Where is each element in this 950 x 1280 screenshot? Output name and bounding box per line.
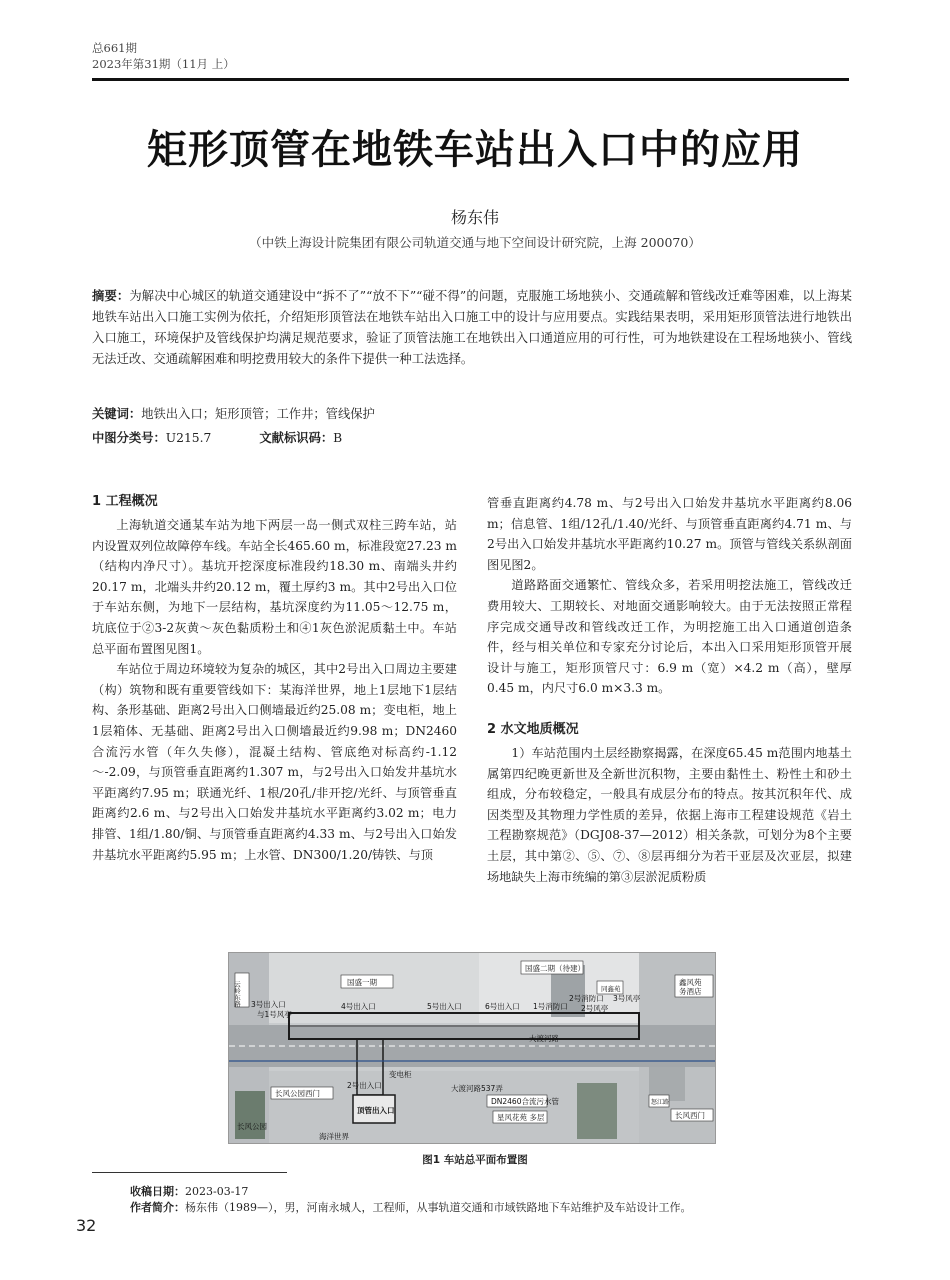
figure-label: 5号出入口 — [427, 1002, 462, 1011]
figure-label: DN2460合流污水管 — [491, 1097, 559, 1106]
figure-label: 1号消防口 — [533, 1002, 568, 1011]
figure-label: 云岭东路 — [233, 981, 241, 1007]
site-plan-figure — [228, 952, 716, 1144]
figure-label: 变电柜 — [389, 1070, 412, 1079]
abstract — [92, 286, 852, 370]
figure-label: 鑫风苑 — [679, 978, 702, 987]
bio-label: 作者简介： — [130, 1201, 185, 1214]
author-name: 杨东伟 — [450, 208, 499, 227]
author-bio: 杨东伟（1989—），男，河南永城人，工程师，从事轨道交通和市域铁路地下车站维护及车站设计工作。 — [185, 1201, 692, 1214]
figure-label: 大渡河路537弄 — [451, 1084, 503, 1093]
clc-value: U215.7 — [165, 431, 212, 445]
figure-label: 6号出入口 — [485, 1002, 520, 1011]
figure-label: 与1号风亭 — [257, 1010, 292, 1019]
classification — [92, 428, 852, 446]
author-affiliation: （中铁上海设计院集团有限公司轨道交通与地下空间设计研究院，上海 200070） — [249, 235, 701, 250]
paragraph: 道路路面交通繁忙、管线众多，若采用明挖法施工，管线改迁费用较大、工期较长、对地面交通影响较大。由于无法按照正常程序完成交通导改和管线改迁工作，为明挖施工出入口通道创造条件，经与相关单位和专家充分讨论后，本出入口采用矩形顶管开展设计与施工，矩形顶管尺寸：6.9 m（宽）×4.2 m（高），壁厚0.45 m，内尺寸6.0 m×3.3 m。 — [487, 578, 852, 696]
site-plan-image — [229, 953, 715, 1143]
figure-caption: 图1 车站总平面布置图 — [422, 1154, 528, 1166]
figure-label: 长风公园西门 — [275, 1089, 320, 1098]
journal-header — [92, 40, 235, 72]
keywords — [92, 404, 852, 422]
figure-label: 海洋世界 — [319, 1132, 349, 1141]
keywords-text: 地铁出入口；矩形顶管；工作井；管线保护 — [141, 407, 375, 421]
figure-label: 4号出入口 — [341, 1002, 376, 1011]
figure-label: 长风公园 — [237, 1122, 267, 1131]
body-column-left — [92, 493, 457, 865]
footnote — [130, 1184, 692, 1216]
figure-label: 2号消防口 — [569, 994, 604, 1003]
abstract-label: 摘要： — [92, 289, 130, 303]
figure-label: 大渡河路 — [529, 1034, 559, 1043]
paper-title: 矩形顶管在地铁车站出入口中的应用 — [147, 127, 803, 173]
paragraph: 上海轨道交通某车站为地下两层一岛一侧式双柱三跨车站，站内设置双列位故障停车线。车站全长465.60 m，标准段宽27.23 m（结构内净尺寸）。基坑开挖深度标准段约18.30 m、南端头井约20.17 m，北端头井约20.12 m，覆土厚约3 m。其中2号出入口位于车站东侧，为地下一层结构，基坑深度约为11.05～12.75 m，坑底位于②3-2灰黄～灰色黏质粉土和④1灰色淤泥质黏土中。车站总平面布置图见图1。 — [92, 518, 457, 656]
figure-label: 国盛一期 — [347, 978, 377, 987]
header-rule — [92, 78, 849, 81]
figure-label: 务酒店 — [679, 987, 702, 996]
figure-label: 3号风亭 — [613, 994, 641, 1003]
figure-label: 3号出入口 — [251, 1000, 286, 1009]
doc-code-label: 文献标识码： — [259, 431, 334, 445]
clc-label: 中图分类号： — [92, 431, 166, 445]
paragraph: 管垂直距离约4.78 m、与2号出入口始发井基坑水平距离约8.06 m；信息管、1组/12孔/1.40/光纤、与顶管垂直距离约4.71 m、与2号出入口始发井基坑水平距离约10.27 m。顶管与管线关系纵剖面图见图2。 — [487, 496, 852, 572]
footnote-rule — [92, 1172, 287, 1173]
received-date: 2023-03-17 — [185, 1185, 249, 1198]
figure-label: 星风花苑 多层 — [497, 1113, 545, 1122]
received-label: 收稿日期： — [130, 1185, 185, 1198]
issue-total: 总661期 — [92, 41, 137, 55]
figure-label: 顶管出入口 — [357, 1106, 395, 1115]
figure-label: 怒江路 — [651, 1099, 670, 1106]
keywords-label: 关键词： — [92, 407, 142, 421]
paragraph: 车站位于周边环境较为复杂的城区，其中2号出入口周边主要建（构）筑物和既有重要管线如下：某海洋世界，地上1层地下1层结构、条形基础、距离2号出入口侧墙最近约25.08 m；变电柜，地上1层箱体、无基础、距离2号出入口侧墙最近约9.98 m；DN2460合流污水管（年久失修），混凝土结构、管底绝对标高约-1.12～-2.09，与顶管垂直距离约1.307 m，与2号出入口始发井基坑水平距离约7.95 m；联通光纤、1根/20孔/非开挖/光纤、与顶管垂直距离约2.6 m、与2号出入口始发井基坑水平距离约3.02 m；电力排管、1组/1.80/铜、与顶管垂直距离约4.33 m、与2号出入口始发井基坑水平距离约5.95 m；上水管、DN300/1.20/铸铁、与顶 — [92, 662, 457, 862]
section-2-heading: 2 水文地质概况 — [487, 721, 579, 737]
section-1-heading: 1 工程概况 — [92, 494, 158, 509]
abstract-text: 为解决中心城区的轨道交通建设中“拆不了”“放不下”“碰不得”的问题，克服施工场地狭小、交通疏解和管线改迁难等困难，以上海某地铁车站出入口施工实例为依托，介绍矩形顶管法在地铁车站出入口施工中的设计与应用要点。实践结果表明，采用矩形顶管法进行地铁出入口施工，环境保护及管线保护均满足规范要求，验证了顶管法施工在地铁出入口通道应用的可行性，可为地铁建设在工程场地狭小、管线无法迁改、交通疏解困难和明挖费用较大的条件下提供一种工法选择。 — [92, 289, 852, 366]
page-number: 32 — [76, 1216, 97, 1235]
paragraph: 1）车站范围内土层经勘察揭露，在深度65.45 m范围内地基土属第四纪晚更新世及全新世沉积物，主要由黏性土、粉性土和砂土组成，分布较稳定，一般具有成层分布的特点。按其沉积年代、成因类型及其物理力学性质的差异，依据上海市工程建设规范《岩土工程勘察规范》（DGJ08-37—2012）相关条款，可划分为8个主要土层，其中第②、⑤、⑦、⑧层再细分为若干亚层及次亚层，拟建场地缺失上海市统编的第③层淤泥质粉质 — [487, 745, 852, 884]
body-column-right — [487, 493, 852, 887]
issue-number: 2023年第31期（11月 上） — [92, 57, 235, 71]
figure-label: 2号风亭 — [581, 1004, 609, 1013]
figure-label: 2号出入口 — [347, 1081, 382, 1090]
doc-code-value: B — [333, 431, 343, 445]
figure-label: 长风西门 — [675, 1111, 705, 1120]
figure-label: 国盛二期（待建） — [525, 964, 585, 973]
figure-label: 同鑫苑 — [601, 985, 621, 993]
